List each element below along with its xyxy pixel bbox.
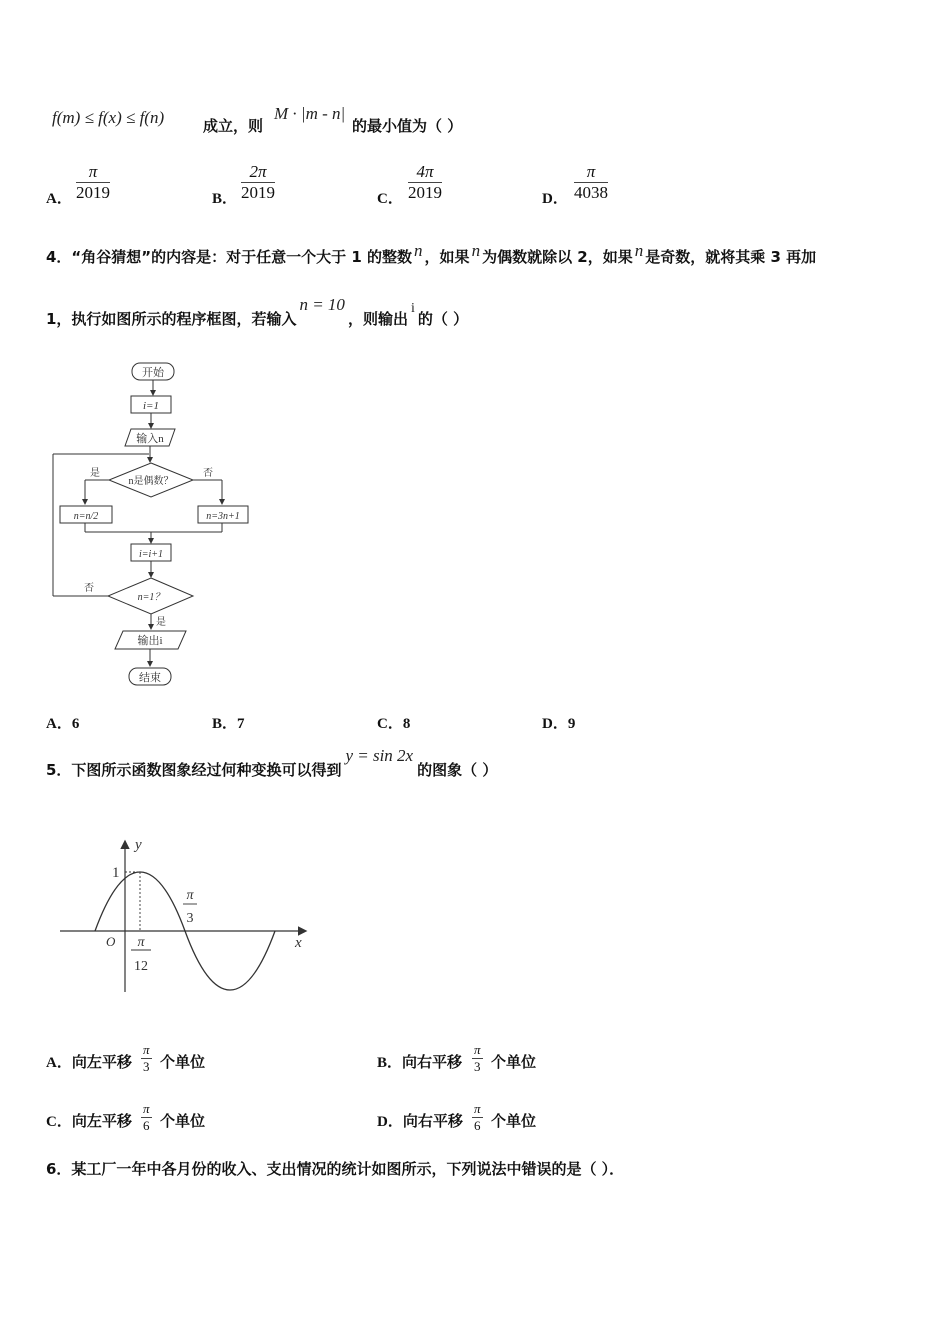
q3-option-b-label: B． [212, 191, 238, 207]
graph-one-label: 1 [112, 865, 120, 881]
fraction-numerator: 2π [241, 162, 275, 183]
flow-end-text: 结束 [139, 672, 161, 684]
q3-text1: 成立，则 [203, 117, 264, 135]
q5-option-a-pre: 向左平移 [71, 1053, 132, 1071]
q3-option-d-label: D． [542, 191, 568, 207]
q4-option-a-value: 6 [71, 716, 80, 732]
q3-option-a-label: A． [46, 191, 72, 207]
fraction-numerator: π [143, 1101, 150, 1116]
q5-option-a-post: 个单位 [160, 1053, 206, 1071]
fraction-numerator: π [574, 162, 608, 183]
q4-var-n: n [414, 241, 423, 260]
q4-option-c-value: 8 [402, 716, 411, 732]
q5-option-d-pre: 向右平移 [402, 1112, 463, 1130]
q5-option-b-label: B． [377, 1055, 403, 1071]
q4-input-expr: n = 10 [299, 295, 345, 314]
q4-line1-a: 4．“角谷猜想”的内容是：对于任意一个大于 1 的整数 [46, 248, 413, 266]
q3-text2: 的最小值为（ ） [352, 117, 463, 135]
q5-option-d-post: 个单位 [491, 1112, 537, 1130]
flow-no1-text: 否 [203, 468, 213, 479]
flow-cond1-text: n是偶数？ [128, 476, 174, 487]
fraction-numerator: 4π [408, 162, 442, 183]
q3-condition: f(m) ≤ f(x) ≤ f(n) [52, 108, 165, 127]
q4-var-n: n [634, 241, 644, 260]
q4-line2-a: 1，执行如图所示的程序框图，若输入 [46, 310, 297, 328]
q3-option-d-fraction [574, 162, 608, 203]
q4-option-b-label: B． [212, 716, 238, 732]
q4-option-d [542, 712, 575, 733]
q4-line2-b: ，则输出 [347, 310, 408, 328]
q5-option-a [46, 1051, 132, 1072]
fraction-numerator: π [474, 1042, 481, 1057]
graph-x-label: x [295, 935, 302, 951]
q4-option-d-value: 9 [567, 716, 576, 732]
q4-line2-c: 的（ ） [417, 310, 469, 328]
flow-even-text: n=n/2 [73, 511, 99, 522]
q5-stem [46, 746, 498, 780]
fraction-denominator: 6 [143, 1118, 150, 1133]
q4-line1-d: 是奇数，就将其乘 3 再加 [645, 248, 817, 266]
q5-option-c-pre: 向左平移 [71, 1112, 132, 1130]
fraction-denominator: 2019 [76, 183, 110, 202]
fraction-denominator: 2019 [241, 183, 275, 202]
fraction-numerator: π [76, 162, 110, 183]
q4-option-a [46, 712, 79, 733]
q5-option-c [46, 1110, 132, 1131]
q4-line1-c: 为偶数就除以 2，如果 [482, 248, 633, 266]
q4-option-b [212, 712, 245, 733]
q5-expr: y = sin 2x [345, 746, 414, 765]
fraction-denominator: 3 [474, 1059, 481, 1074]
q4-option-a-label: A． [46, 716, 72, 732]
graph-origin-label: O [106, 934, 116, 949]
flow-yes2-text: 是 [156, 617, 166, 628]
flow-incr-text: i=i+1 [138, 549, 164, 560]
q4-var-n: n [471, 241, 481, 260]
graph-y-label: y [135, 837, 142, 853]
q5-text2: 的图象（ ） [417, 761, 498, 779]
q4-line1-b: ，如果 [424, 248, 470, 266]
q5-option-c-fraction [141, 1101, 152, 1134]
q5-option-b-pre: 向右平移 [402, 1053, 463, 1071]
q5-option-d-label: D． [377, 1114, 403, 1130]
q5-sine-graph [55, 830, 315, 1000]
q3-expr: M · |m - n| [274, 104, 346, 123]
flow-yes1-text: 是 [90, 468, 100, 479]
q5-option-b-post: 个单位 [491, 1053, 537, 1071]
q4-flowchart [45, 357, 305, 697]
fraction-denominator: 6 [474, 1118, 481, 1133]
q5-option-b-fraction [472, 1042, 483, 1075]
flow-no2-text: 否 [84, 583, 94, 594]
q3-option-b-fraction [241, 162, 275, 203]
graph-pi12-num: π [137, 935, 145, 950]
q4-option-c-label: C． [377, 716, 403, 732]
q4-option-d-label: D． [542, 716, 568, 732]
fraction-denominator: 4038 [574, 183, 608, 202]
q5-option-a-fraction [141, 1042, 152, 1075]
q4-option-c [377, 712, 410, 733]
q6-stem: 6．某工厂一年中各月份的收入、支出情况的统计如图所示，下列说法中错误的是（ ）． [46, 1160, 625, 1178]
graph-pi3-den: 3 [186, 911, 194, 926]
q3-option-a-fraction [76, 162, 110, 203]
q4-line1 [46, 241, 817, 267]
q5-option-c-label: C． [46, 1114, 72, 1130]
flow-odd-text: n=3n+1 [206, 511, 240, 522]
flow-start-text: 开始 [142, 367, 164, 379]
q5-option-a-label: A． [46, 1055, 72, 1071]
flow-cond2-text: n=1？ [137, 592, 165, 603]
q4-option-b-value: 7 [237, 716, 245, 732]
q5-option-d-fraction [472, 1101, 483, 1134]
flow-init-text: i=1 [143, 400, 159, 412]
fraction-numerator: π [474, 1101, 481, 1116]
q3-option-c-label: C． [377, 191, 403, 207]
q3-option-c-fraction [408, 162, 442, 203]
flow-input-text: 输入n [136, 433, 164, 445]
q5-option-d [377, 1110, 463, 1131]
graph-pi3-num: π [186, 888, 194, 903]
fraction-denominator: 3 [143, 1059, 150, 1074]
fraction-numerator: π [143, 1042, 150, 1057]
q5-option-b [377, 1051, 462, 1072]
q5-text1: 5．下图所示函数图象经过何种变换可以得到 [46, 761, 342, 779]
q4-line2 [46, 295, 469, 329]
flow-output-text: 输出i [137, 635, 163, 647]
graph-pi12-den: 12 [134, 959, 148, 974]
fraction-denominator: 2019 [408, 183, 442, 202]
q4-output-var: i [410, 301, 415, 316]
q5-option-c-post: 个单位 [160, 1112, 206, 1130]
